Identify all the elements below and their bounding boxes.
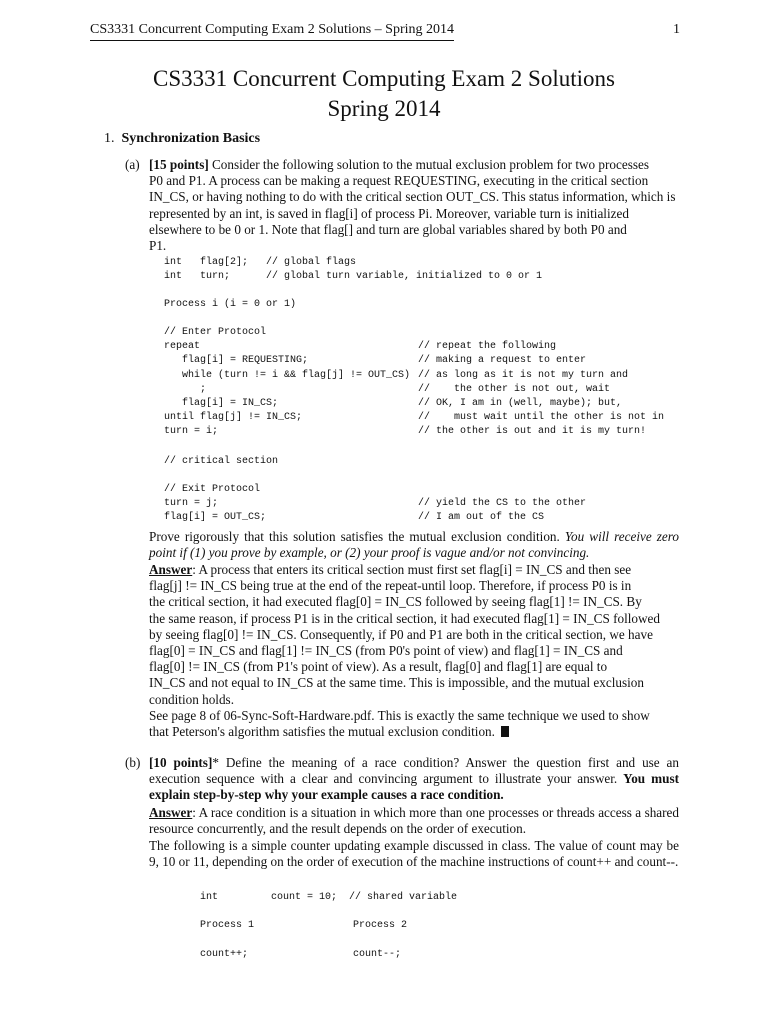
process1-op: count++; — [200, 949, 249, 960]
code-line: // Exit Protocol — [164, 484, 261, 495]
code-process-header: Process i (i = 0 or 1) — [164, 299, 297, 310]
answer-line: IN_CS and not equal to IN_CS at the same time. This is impossible, and the mutual exclusion — [149, 675, 644, 691]
code-int: int — [200, 892, 219, 903]
answer-line: by seeing flag[0] != IN_CS. Consequently, if P0 and P1 are both in the critical section, we have — [149, 626, 653, 642]
answer-line: flag[j] != IN_CS being true at the end of the repeat-until loop. Therefore, if process P0 is in — [149, 578, 632, 594]
process2-op: count--; — [353, 949, 402, 960]
code-line: turn = j; — [164, 498, 219, 510]
page-number: 1 — [673, 22, 680, 37]
code-exit-comments — [418, 483, 586, 526]
answer-line: flag[0] = IN_CS and flag[1] != IN_CS (from P0's point of view) and flag[1] = IN_CS and — [149, 643, 623, 659]
code-line: ; — [164, 383, 207, 395]
document-title: CS3331 Concurrent Computing Exam 2 Solutions — [153, 66, 615, 91]
process2-label: Process 2 — [353, 920, 408, 931]
running-header — [90, 22, 680, 42]
code-line: while (turn != i && flag[j] != OUT_CS) — [164, 369, 411, 381]
code-line: turn = i; — [164, 426, 219, 438]
code-line: repeat — [164, 341, 201, 353]
see-page-line: See page 8 of 06-Sync-Soft-Hardware.pdf. This is exactly the same technique we used to show — [149, 707, 650, 723]
part-b-answer-text: A race condition is a situation in which more than one processes or threads access a shared resource concurrently, and the result depends on the order of execution. — [149, 805, 680, 837]
qed-box-icon — [501, 726, 509, 737]
part-a-points: [15 points] — [149, 157, 209, 172]
code-line: int flag[2]; // global flags — [164, 257, 357, 268]
answer-label: Answer — [149, 805, 193, 820]
code-comment: // I am out of the CS — [418, 512, 545, 524]
part-b-answer: Answer: A race condition is a situation in which more than one processes or threads access a shared resource concurrently, and the result depends on the order of execution. — [149, 805, 680, 837]
running-head-title: CS3331 Concurrent Computing Exam 2 Solutions – Spring 2014 — [90, 22, 454, 41]
question-line: elsewhere to be 0 or 1. Note that flag[] and turn are global variables shared by both P0 and — [149, 221, 627, 237]
question-line: Consider the following solution to the mutual exclusion problem for two processes — [212, 157, 649, 172]
code-line: until flag[j] != IN_CS; — [164, 412, 303, 424]
code-comment: // the other is out and it is my turn! — [418, 426, 647, 438]
part-b-example: The following is a simple counter updating example discussed in class. The value of count may be 9, 10 or 11, depending on the order of execution of the machine instructions of count++ and count--. — [149, 838, 679, 870]
part-a-answer: Answer: A process that enters its critical section must first set flag[i] = IN_CS and then see flag[j] != IN_CS being true at the end of the repeat-until loop. Therefore, if process P0 is in the critical section, it had executed flag[0] = IN_CS followed by seeing flag[1] != IN_CS. By the same reason, if process P1 is in the critical section, it had executed flag[1] = IN_CS followed by seeing flag[0] != IN_CS. Consequently, if P0 and P1 are both in the critical section, we have flag[0] = IN_CS and flag[1] != IN_CS (from P0's point of view) and flag[1] = IN_CS and flag[0] != IN_CS (from P1's point of view). As a result, flag[0] and flag[1] are equal to IN_CS and not equal to IN_CS at the same time. This is impossible, and the mutual exclusion condition holds. See page 8 of 06-Sync-Soft-Hardware.pdf. This is exactly the same technique we used to show that Peterson's algorithm satisfies the mutual exclusion condition. — [149, 562, 660, 740]
section-title: Synchronization Basics — [121, 131, 261, 146]
answer-line: the same reason, if process P1 is in the critical section, it had executed flag[1] = IN_CS followed — [149, 610, 660, 626]
part-a-label: (a) — [125, 157, 140, 172]
code-declarations — [164, 256, 542, 284]
code-line: int turn; // global turn variable, initialized to 0 or 1 — [164, 271, 543, 283]
part-b-points: [10 points] — [149, 755, 213, 770]
section-heading — [104, 131, 260, 147]
code-comment: // yield the CS to the other — [418, 498, 587, 510]
prove-text: Prove rigorously that this solution satisfies the mutual exclusion condition. — [149, 529, 560, 544]
question-line: P1. — [149, 238, 167, 254]
code-exit-protocol — [164, 483, 266, 526]
part-a-question — [149, 157, 679, 254]
see-page-line: that Peterson's algorithm satisfies the mutual exclusion condition. — [149, 724, 495, 740]
answer-line: the critical section, it had executed flag[0] = IN_CS followed by seeing flag[1] != IN_CS. By — [149, 594, 642, 610]
part-b-question: [10 points]* Define the meaning of a race condition? Answer the question first and use an execution sequence with a clear and convincing argument to illustrate your answer. You must explain step-by-step why your example causes a race condition. — [149, 755, 680, 803]
prove-instruction — [149, 529, 679, 561]
code-count-decl: count = 10; // shared variable — [271, 892, 458, 903]
code-comment: // OK, I am in (well, maybe); but, — [418, 398, 623, 410]
section-number: 1. — [104, 131, 115, 146]
document-subtitle: Spring 2014 — [327, 96, 441, 121]
part-b-label: (b) — [125, 755, 141, 770]
answer-line: condition holds. — [149, 691, 234, 707]
code-comment: // making a request to enter — [418, 355, 587, 367]
process1-label: Process 1 — [200, 920, 255, 931]
code-line: flag[i] = OUT_CS; — [164, 512, 267, 524]
code-line: flag[i] = REQUESTING; — [164, 355, 309, 367]
code-comment: // the other is not out, wait — [418, 383, 611, 395]
answer-line: flag[0] != IN_CS (from P1's point of view). As a result, flag[0] and flag[1] are equal to — [149, 659, 608, 675]
question-line: IN_CS, or having nothing to do with the critical section OUT_CS. This status information, which is — [149, 189, 676, 205]
code-enter-protocol — [164, 326, 410, 440]
answer-line: A process that enters its critical section must first set flag[i] = IN_CS and then see — [198, 562, 632, 577]
code-comment: // repeat the following — [418, 341, 557, 353]
code-comment: // as long as it is not my turn and — [418, 369, 629, 381]
part-b-question-bold: You must explain step-by-step why your example causes a race condition. — [149, 771, 679, 803]
prove-warning: You will receive zero point if (1) you prove by example, or (2) your proof is vague and/or not convincing. — [149, 529, 679, 561]
code-comment: // must wait until the other is not in — [418, 412, 665, 424]
code-critical-section: // critical section — [164, 456, 279, 467]
part-b-question-text: Define the meaning of a race condition? Answer the question first and use an execution sequence with a clear and convincing argument to illustrate your answer. — [149, 755, 680, 787]
code-line: // Enter Protocol — [164, 327, 267, 338]
question-line: represented by an int, is saved in flag[i] of process Pi. Moreover, variable turn is initialized — [149, 205, 629, 221]
code-enter-comments — [418, 326, 664, 440]
code-line: flag[i] = IN_CS; — [164, 398, 279, 410]
answer-label: Answer — [149, 562, 193, 577]
question-line: P0 and P1. A process can be making a request REQUESTING, executing in the critical section — [149, 173, 649, 189]
